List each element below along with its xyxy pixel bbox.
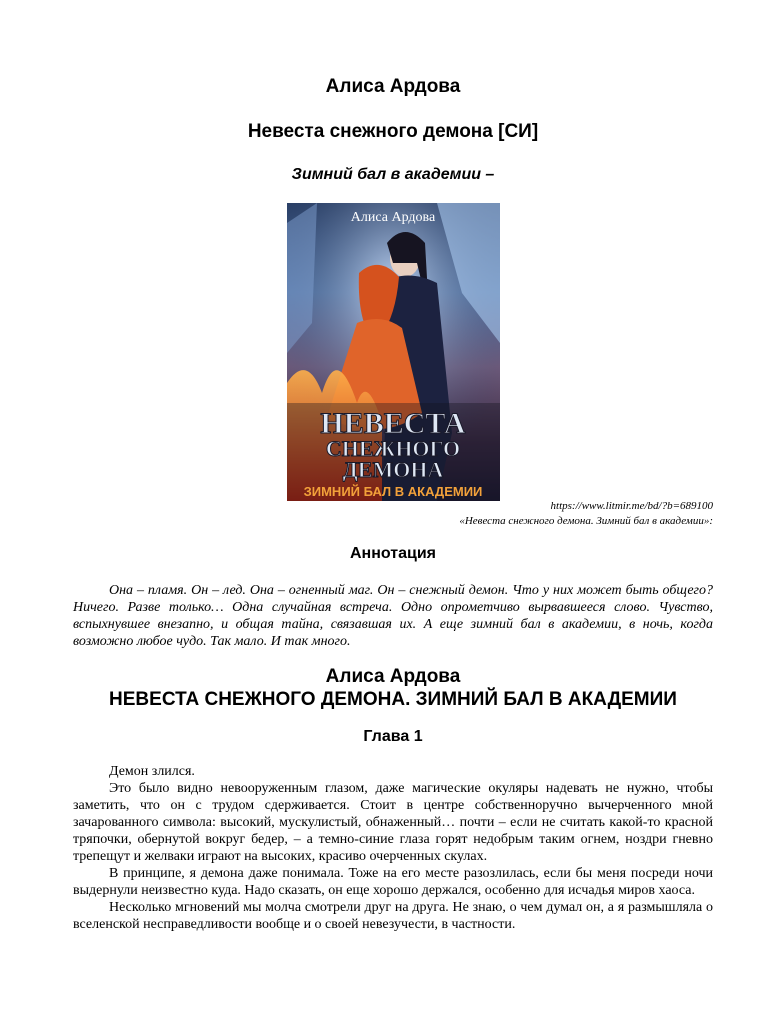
chapter-body	[73, 763, 713, 933]
paragraph: В принципе, я демона даже понимала. Тоже на его месте разозлилась, если бы меня посреди ночи выдернули неизвестно куда. Надо сказать, он еще хорошо держался, особенно для исчадья миров хаоса.	[73, 866, 713, 898]
cover-title-line1: НЕВЕСТА	[320, 407, 466, 440]
cover-title-line2: СНЕЖНОГО	[325, 436, 461, 461]
paragraph: Несколько мгновений мы молча смотрели друг на друга. Не знаю, о чем думал он, а я размышляла о вселенской несправедливости вообще и о своей невезучести, в частности.	[73, 900, 713, 932]
paragraph: Это было видно невооруженным глазом, даже магические окуляры надевать не нужно, чтобы заметить, что он с трудом сдерживается. Стоит в центре собственноручно вычерченного мной зачарованного символа: высокий, мускулистый, обнаженный… почти – если не считать какой-то красной тряпочки, обернутой вокруг бедер, – а темно-синие глаза горят недобрым таким огнем, ноздри гневно трепещут и желваки играют на высоких, красиво очерченных скулах.	[73, 781, 713, 864]
book-cover-illustration	[287, 203, 500, 501]
cover-title-line3: ДЕМОНА	[342, 457, 444, 482]
document-title: Невеста снежного демона [СИ]	[247, 121, 539, 142]
document-subtitle: Зимний бал в академии –	[291, 166, 495, 183]
source-reference: «Невеста снежного демона. Зимний бал в академии»:	[459, 515, 713, 527]
annotation-text: Она – пламя. Он – лед. Она – огненный маг. Он – снежный демон. Что у них может быть общего? Ничего. Разве только… Одна случайная встреча. Одно опрометчиво вырвавшееся слово. Чувство, вспыхнувшее внезапно, и общая тайна, связавшая их. А еще зимний бал в академии, в ночь, когда возможно любое чудо. Так мало. И так много.	[73, 583, 713, 649]
book-title: НЕВЕСТА СНЕЖНОГО ДЕМОНА. ЗИМНИЙ БАЛ В АКАДЕМИИ	[109, 689, 677, 710]
cover-author: Алиса Ардова	[350, 210, 436, 225]
chapter-heading: Глава 1	[363, 728, 423, 745]
book-cover-image	[287, 203, 500, 501]
source-url: https://www.litmir.me/bd/?b=689100	[550, 500, 713, 512]
cover-subtitle: ЗИМНИЙ БАЛ В АКАДЕМИИ	[303, 484, 483, 499]
paragraph: Демон злился.	[109, 764, 195, 779]
document-author: Алиса Ардова	[325, 76, 461, 97]
book-author: Алиса Ардова	[325, 666, 461, 687]
annotation-heading: Аннотация	[350, 545, 436, 562]
